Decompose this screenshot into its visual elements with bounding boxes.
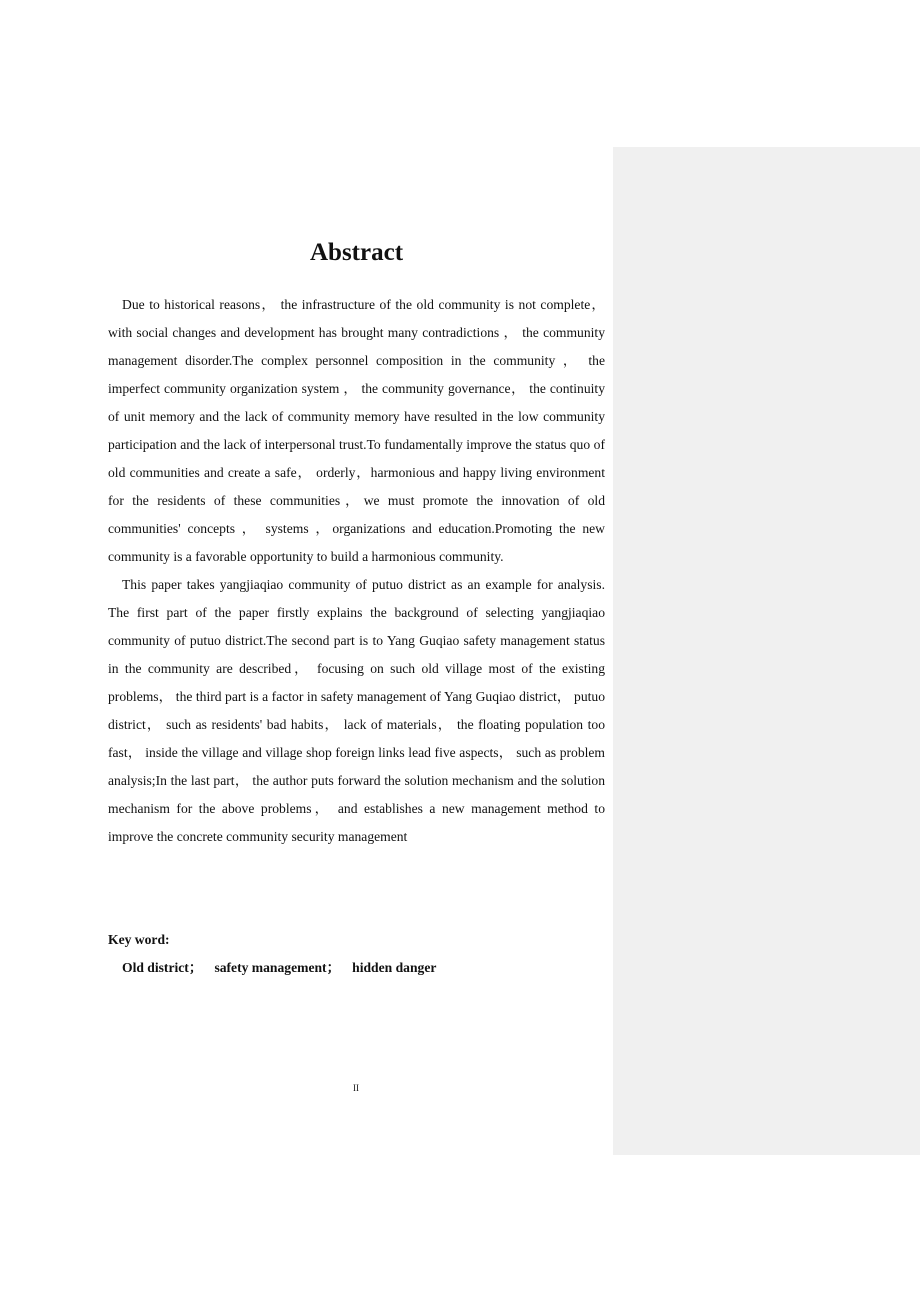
keyword-item: hidden danger <box>352 960 437 975</box>
abstract-title: Abstract <box>309 239 404 266</box>
keyword-item: safety management <box>214 960 327 975</box>
keyword-separator: ； <box>326 960 341 975</box>
keyword-separator: ； <box>188 960 203 975</box>
comment-margin-pane <box>613 147 920 1155</box>
abstract-body <box>108 291 605 851</box>
page-number: II <box>353 1083 359 1093</box>
abstract-paragraph-1: Due to historical reasons， the infrastructure of the old community is not complete，with social changes and development has brought many contradictions ， the community management disorder.The complex personnel composition in the community ， the imperfect community organization system ， the community governance， the continuity of unit memory and the lack of community memory have resulted in the low community participation and the lack of interpersonal trust.To fundamentally improve the status quo of old communities and create a safe， orderly，harmonious and happy living environment for the residents of these communities，we must promote the innovation of old communities' concepts ， systems ，organizations and education.Promoting the new community is a favorable opportunity to build a harmonious community. <box>108 297 605 564</box>
abstract-paragraph-2: This paper takes yangjiaqiao community of putuo district as an example for analysis. The first part of the paper firstly explains the background of selecting yangjiaqiao community of putuo district.The second part is to Yang Guqiao safety management status in the community are described， focusing on such old village most of the existing problems， the third part is a factor in safety management of Yang Guqiao district， putuo district， such as residents' bad habits， lack of materials， the floating population too fast， inside the village and village shop foreign links lead five aspects， such as problem analysis;In the last part， the author puts forward the solution mechanism and the solution mechanism for the above problems， and establishes a new management method to improve the concrete community security management <box>108 577 605 844</box>
keyword-item: Old district <box>122 960 189 975</box>
keywords-list <box>122 954 436 982</box>
keywords-label: Key word: <box>108 932 170 947</box>
